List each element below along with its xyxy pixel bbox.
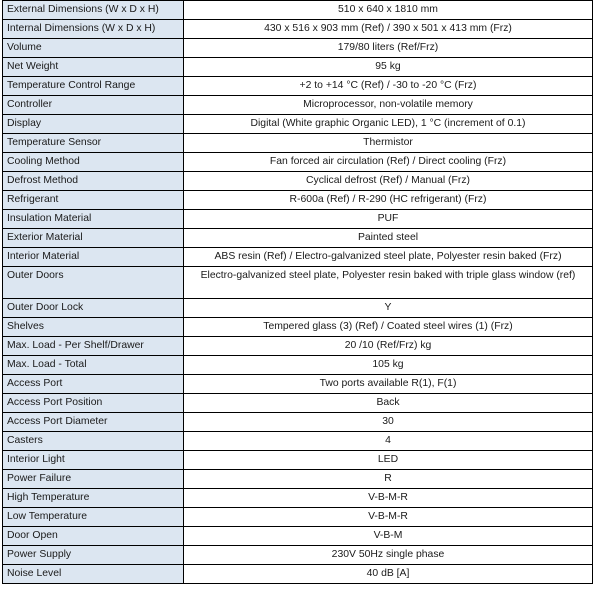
- spec-row: [3, 546, 593, 565]
- spec-label: Net Weight: [3, 58, 184, 77]
- spec-label: Temperature Sensor: [3, 134, 184, 153]
- spec-value: ABS resin (Ref) / Electro-galvanized steel plate, Polyester resin baked (Frz): [184, 248, 593, 267]
- spec-value: Y: [184, 299, 593, 318]
- spec-value: 30: [184, 413, 593, 432]
- spec-row: [3, 172, 593, 191]
- spec-value: 40 dB [A]: [184, 565, 593, 584]
- spec-label: Outer Doors: [3, 267, 184, 299]
- spec-row: [3, 115, 593, 134]
- spec-label: Defrost Method: [3, 172, 184, 191]
- spec-row: [3, 337, 593, 356]
- spec-label: Temperature Control Range: [3, 77, 184, 96]
- spec-label: Power Failure: [3, 470, 184, 489]
- spec-row: [3, 394, 593, 413]
- spec-value: 105 kg: [184, 356, 593, 375]
- spec-row: [3, 565, 593, 584]
- spec-row: [3, 527, 593, 546]
- spec-label: Controller: [3, 96, 184, 115]
- spec-value: Electro-galvanized steel plate, Polyester resin baked with triple glass window (ref): [184, 267, 593, 299]
- spec-value: 510 x 640 x 1810 mm: [184, 1, 593, 20]
- spec-row: [3, 1, 593, 20]
- spec-row: [3, 299, 593, 318]
- spec-label: Noise Level: [3, 565, 184, 584]
- spec-row: [3, 58, 593, 77]
- spec-value: 95 kg: [184, 58, 593, 77]
- spec-row: [3, 191, 593, 210]
- spec-row: [3, 508, 593, 527]
- spec-value: Two ports available R(1), F(1): [184, 375, 593, 394]
- spec-label: Door Open: [3, 527, 184, 546]
- spec-value: Digital (White graphic Organic LED), 1 °C (increment of 0.1): [184, 115, 593, 134]
- spec-row: [3, 210, 593, 229]
- spec-value: V-B-M-R: [184, 508, 593, 527]
- spec-label: Shelves: [3, 318, 184, 337]
- spec-row: [3, 267, 593, 299]
- spec-row: [3, 375, 593, 394]
- spec-label: Cooling Method: [3, 153, 184, 172]
- spec-label: Interior Light: [3, 451, 184, 470]
- spec-label: Power Supply: [3, 546, 184, 565]
- spec-label: Casters: [3, 432, 184, 451]
- spec-label: Internal Dimensions (W x D x H): [3, 20, 184, 39]
- spec-value: Fan forced air circulation (Ref) / Direct cooling (Frz): [184, 153, 593, 172]
- spec-value: PUF: [184, 210, 593, 229]
- specification-table-body: [3, 1, 593, 584]
- spec-row: [3, 20, 593, 39]
- spec-row: [3, 96, 593, 115]
- spec-label: Max. Load - Total: [3, 356, 184, 375]
- spec-value: 20 /10 (Ref/Frz) kg: [184, 337, 593, 356]
- spec-label: Low Temperature: [3, 508, 184, 527]
- spec-row: [3, 451, 593, 470]
- spec-label: Interior Material: [3, 248, 184, 267]
- spec-value: Back: [184, 394, 593, 413]
- specification-table: [2, 0, 593, 584]
- spec-value: R: [184, 470, 593, 489]
- spec-label: Max. Load - Per Shelf/Drawer: [3, 337, 184, 356]
- spec-label: Insulation Material: [3, 210, 184, 229]
- spec-value: 430 x 516 x 903 mm (Ref) / 390 x 501 x 413 mm (Frz): [184, 20, 593, 39]
- spec-value: Tempered glass (3) (Ref) / Coated steel wires (1) (Frz): [184, 318, 593, 337]
- spec-row: [3, 318, 593, 337]
- spec-value: Thermistor: [184, 134, 593, 153]
- spec-row: [3, 153, 593, 172]
- spec-label: Access Port: [3, 375, 184, 394]
- spec-row: [3, 432, 593, 451]
- spec-label: Refrigerant: [3, 191, 184, 210]
- spec-row: [3, 356, 593, 375]
- spec-value: 179/80 liters (Ref/Frz): [184, 39, 593, 58]
- spec-row: [3, 489, 593, 508]
- spec-row: [3, 413, 593, 432]
- spec-row: [3, 229, 593, 248]
- spec-value: 230V 50Hz single phase: [184, 546, 593, 565]
- spec-value: LED: [184, 451, 593, 470]
- spec-row: [3, 134, 593, 153]
- spec-label: Exterior Material: [3, 229, 184, 248]
- spec-value: R-600a (Ref) / R-290 (HC refrigerant) (Frz): [184, 191, 593, 210]
- spec-label: Volume: [3, 39, 184, 58]
- spec-value: Painted steel: [184, 229, 593, 248]
- spec-value: 4: [184, 432, 593, 451]
- spec-value: +2 to +14 °C (Ref) / -30 to -20 °C (Frz): [184, 77, 593, 96]
- spec-label: Display: [3, 115, 184, 134]
- spec-value: V-B-M-R: [184, 489, 593, 508]
- spec-row: [3, 39, 593, 58]
- spec-label: Access Port Diameter: [3, 413, 184, 432]
- spec-row: [3, 470, 593, 489]
- spec-label: External Dimensions (W x D x H): [3, 1, 184, 20]
- spec-row: [3, 248, 593, 267]
- spec-label: Access Port Position: [3, 394, 184, 413]
- spec-value: V-B-M: [184, 527, 593, 546]
- spec-label: Outer Door Lock: [3, 299, 184, 318]
- spec-label: High Temperature: [3, 489, 184, 508]
- spec-value: Microprocessor, non-volatile memory: [184, 96, 593, 115]
- spec-value: Cyclical defrost (Ref) / Manual (Frz): [184, 172, 593, 191]
- spec-row: [3, 77, 593, 96]
